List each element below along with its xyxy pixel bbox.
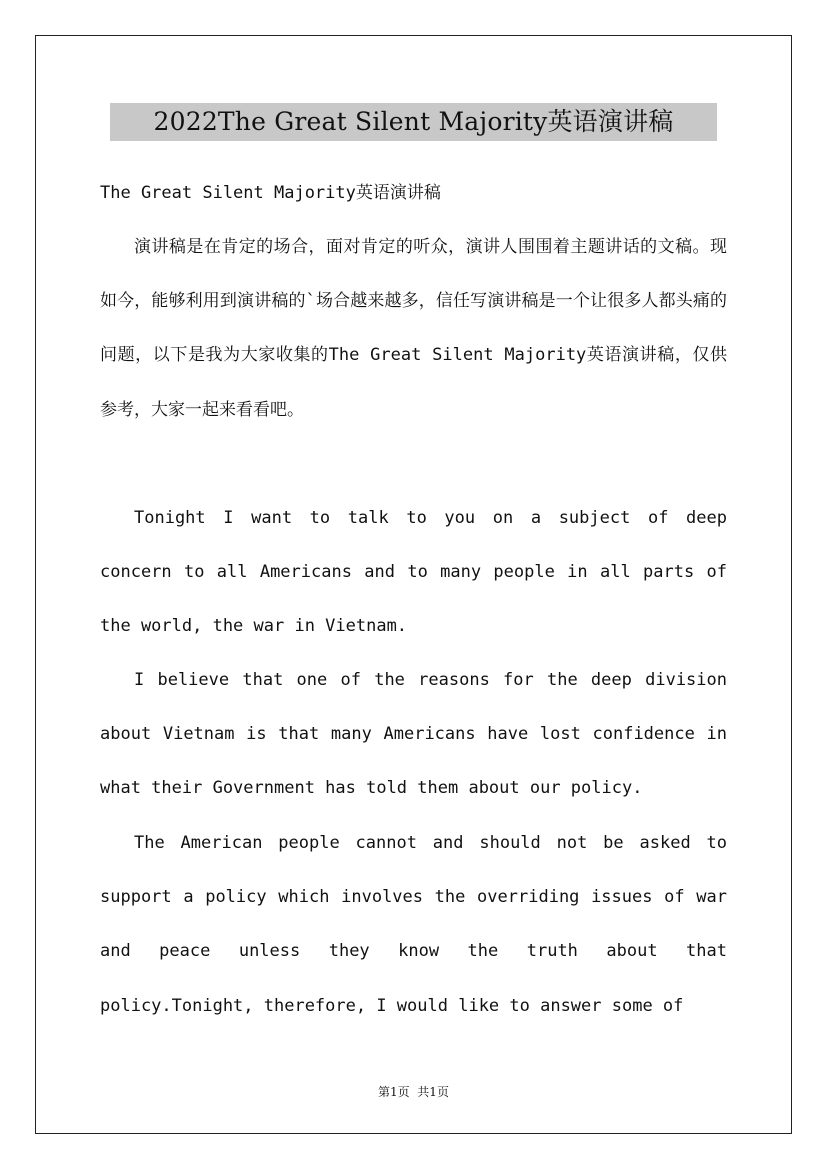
body-paragraph-1: Tonight I want to talk to you on a subject of deep concern to all Americans and to many people in all parts of the world, the war in Vietnam. — [100, 508, 727, 637]
page-number-footer: 第1页 共1页 — [378, 1085, 449, 1099]
document-title: 2022The Great Silent Majority英语演讲稿 — [110, 103, 717, 141]
body-paragraph-3: The American people cannot and should not be asked to support a policy which involves the overriding issues of war and peace unless they know the truth about that policy.Tonight, therefore, I would like to answer some of — [100, 833, 727, 1016]
intro-paragraph: 演讲稿是在肯定的场合，面对肯定的听众，演讲人围围着主题讲话的文稿。现如今，能够利用到演讲稿的`场合越来越多，信任写演讲稿是一个让很多人都头痛的问题，以下是我为大家收集的The Great Silent Majority英语演讲稿，仅供参考，大家一起来看看吧。 — [100, 237, 727, 420]
document-subtitle: The Great Silent Majority英语演讲稿 — [100, 183, 441, 203]
body-paragraph-2: I believe that one of the reasons for the deep division about Vietnam is that many Americans have lost confidence in what their Government has told them about our policy. — [100, 670, 727, 799]
